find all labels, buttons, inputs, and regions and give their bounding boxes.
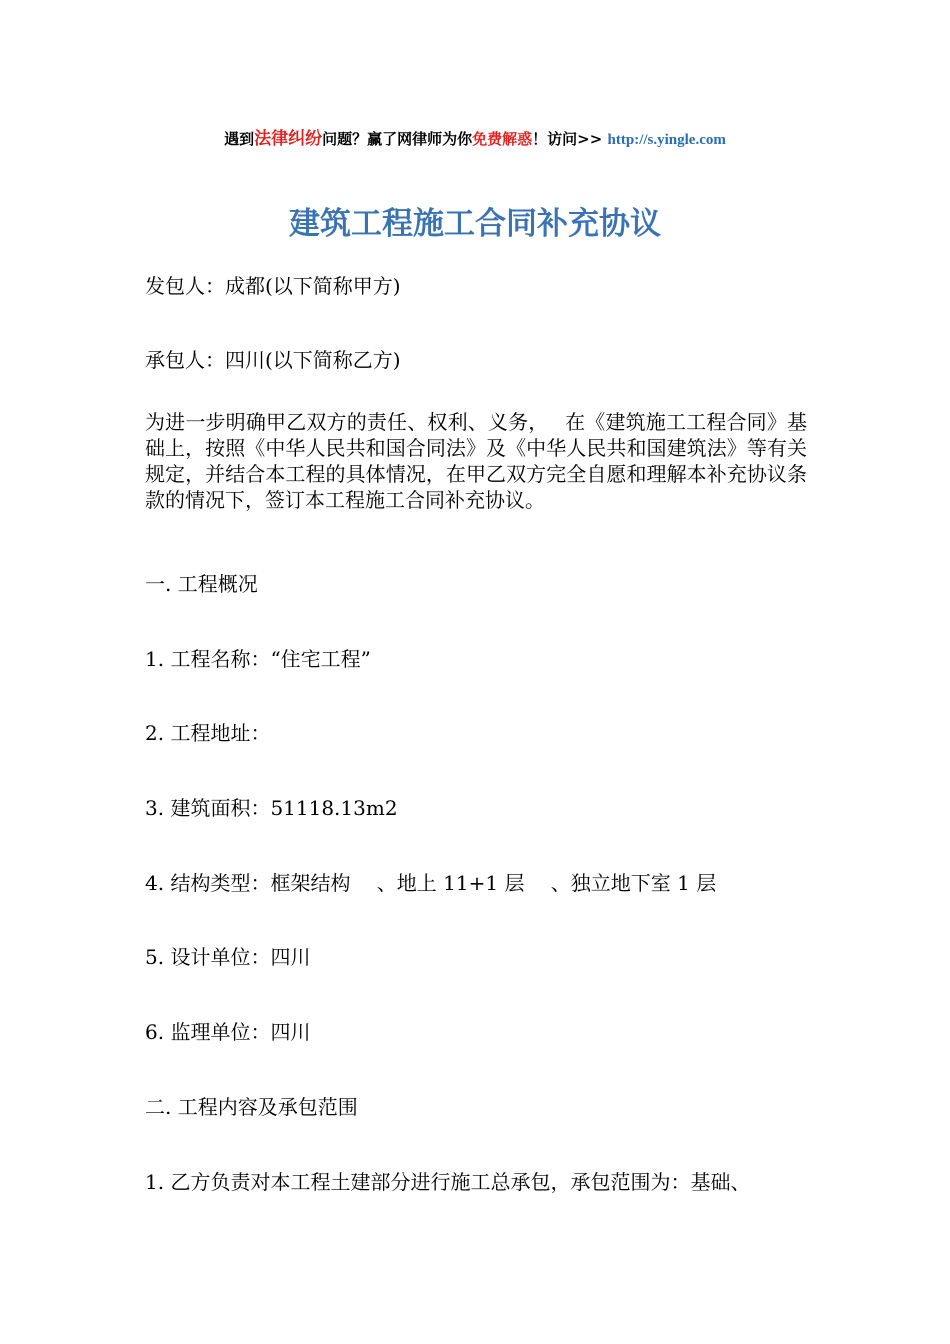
banner-link[interactable]: http://s.yingle.com <box>607 132 726 148</box>
section1-heading: 一. 工程概况 <box>145 572 258 596</box>
section1-item: 2. 工程地址： <box>145 721 271 745</box>
section1-item: 6. 监理单位：四川 <box>145 1020 311 1044</box>
section1-item: 5. 设计单位：四川 <box>145 945 311 969</box>
section2-heading: 二. 工程内容及承包范围 <box>145 1095 358 1119</box>
banner-highlight-free-answer: 免费解惑 <box>472 130 533 148</box>
banner-highlight-legal-dispute: 法律纠纷 <box>254 129 323 149</box>
promo-banner <box>0 128 950 151</box>
document-title: 建筑工程施工合同补充协议 <box>289 206 661 242</box>
section1-item: 1. 工程名称：“住宅工程” <box>145 647 371 671</box>
party-a: 发包人：成都(以下简称甲方) <box>145 274 401 298</box>
banner-prefix: 遇到 <box>224 130 255 148</box>
banner-middle: 问题？赢了网律师为你 <box>322 130 473 148</box>
section1-item: 4. 结构类型：框架结构 、地上 11+1 层 、独立地下室 1 层 <box>145 871 717 895</box>
party-b: 承包人：四川(以下简称乙方) <box>145 348 401 372</box>
section2-item: 1. 乙方负责对本工程土建部分进行施工总承包，承包范围为：基础、 <box>145 1170 751 1194</box>
banner-suffix: ！访问>> <box>532 130 608 148</box>
intro-paragraph: 为进一步明确甲乙双方的责任、权利、义务， 在《建筑施工工程合同》基础上，按照《中华人民共和国合同法》及《中华人民共和国建筑法》等有关规定，并结合本工程的具体情况，在甲乙双方完全自愿和理解本补充协议条款的情况下，签订本工程施工合同补充协议。 <box>145 410 807 512</box>
section1-item: 3. 建筑面积：51118.13m2 <box>145 796 398 820</box>
